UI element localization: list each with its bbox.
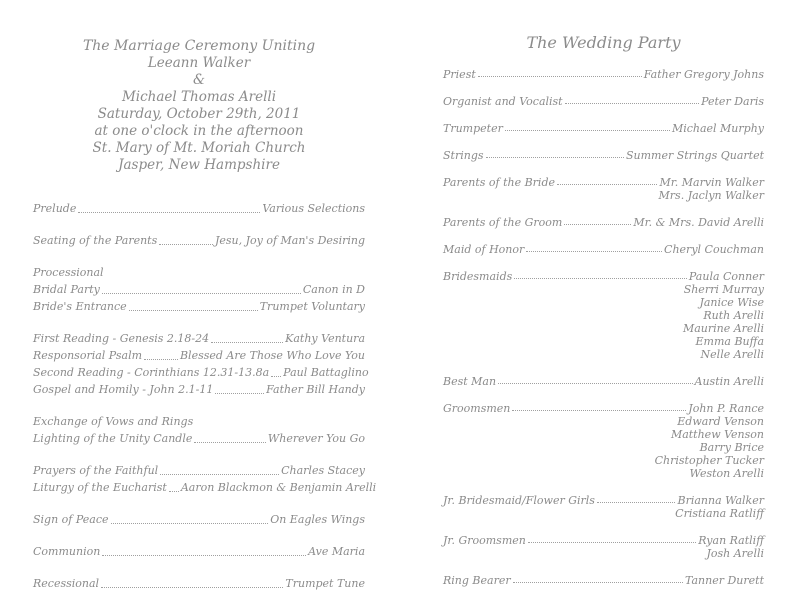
dotted-leader — [514, 278, 687, 279]
dotted-leader — [102, 293, 301, 294]
program-section — [33, 575, 365, 592]
entry-extra-name: Emma Buffa — [695, 335, 764, 348]
entry-label: Bridal Party — [33, 283, 100, 296]
program-entry — [443, 68, 764, 81]
program-section — [33, 200, 365, 217]
program-entry — [33, 298, 365, 315]
program-entry — [33, 462, 365, 479]
entry-label: Responsorial Psalm — [33, 349, 143, 362]
entry-value: Canon in D — [302, 283, 365, 296]
entry-label: Second Reading - Corinthians 12.31-13.8a — [33, 366, 270, 379]
program-entry — [33, 543, 365, 560]
program-entry — [33, 511, 365, 528]
program-heading — [33, 413, 365, 430]
title-line: at one o'clock in the afternoon — [94, 123, 304, 139]
dotted-leader — [513, 582, 683, 583]
program-section — [33, 330, 369, 398]
program-entry — [443, 216, 764, 229]
entry-value: Tanner Durett — [685, 574, 764, 587]
dotted-leader — [565, 103, 699, 104]
title-line: Leeann Walker — [147, 55, 251, 71]
entry-value: Ryan Ratliff — [698, 534, 764, 547]
entry-label: Groomsmen — [443, 402, 511, 415]
entry-label: Trumpeter — [443, 122, 503, 135]
entry-value: Paula Conner — [688, 270, 764, 283]
entry-label: Recessional — [33, 577, 100, 590]
program-section — [443, 402, 764, 480]
dotted-leader — [215, 393, 264, 394]
entry-label: Jr. Bridesmaid/Flower Girls — [443, 494, 595, 507]
program-section — [443, 122, 764, 135]
dotted-leader — [78, 212, 260, 213]
dotted-leader — [505, 130, 670, 131]
entry-value: Summer Strings Quartet — [625, 149, 764, 162]
entry-value: Father Bill Handy — [266, 383, 365, 396]
entry-value: Mr. & Mrs. David Arelli — [633, 216, 764, 229]
program-entry — [33, 575, 365, 592]
program-section — [33, 232, 365, 249]
dotted-leader — [144, 359, 178, 360]
dotted-leader — [478, 76, 642, 77]
entry-value: Various Selections — [262, 202, 365, 215]
entry-extra-name: Josh Arelli — [706, 547, 764, 560]
program-entry — [33, 479, 377, 496]
dotted-leader — [211, 342, 283, 343]
entry-label: Seating of the Parents — [33, 234, 158, 247]
dotted-leader — [169, 491, 179, 492]
entry-label: Bride's Entrance — [33, 300, 127, 313]
entry-value: Jesu, Joy of Man's Desiring — [214, 234, 365, 247]
entry-extra-name: Cristiana Ratliff — [675, 507, 764, 520]
dotted-leader — [194, 442, 266, 443]
entry-label: Exchange of Vows and Rings — [33, 415, 194, 428]
program-section — [443, 176, 764, 202]
title-line: St. Mary of Mt. Moriah Church — [92, 140, 306, 156]
program-entry — [33, 381, 365, 398]
program-section — [443, 216, 764, 229]
dotted-leader — [498, 383, 692, 384]
dotted-leader — [526, 251, 662, 252]
program-entry — [443, 149, 764, 162]
dotted-leader — [557, 184, 657, 185]
dotted-leader — [111, 523, 269, 524]
program-section — [443, 574, 764, 587]
entry-extra-name: Matthew Venson — [670, 428, 764, 441]
program-section — [443, 68, 764, 81]
entry-value: Father Gregory Johns — [643, 68, 764, 81]
program-heading — [33, 264, 365, 281]
program-section — [33, 511, 365, 528]
program-entry — [33, 364, 369, 381]
entry-extra-name: Janice Wise — [699, 296, 764, 309]
entry-label: Bridesmaids — [443, 270, 513, 283]
program-entry — [443, 243, 764, 256]
entry-label: Parents of the Groom — [443, 216, 563, 229]
left-page-sections — [33, 200, 377, 592]
program-section — [33, 543, 365, 560]
program-section — [443, 243, 764, 256]
entry-value: John P. Rance — [688, 402, 764, 415]
entry-label: Communion — [33, 545, 101, 558]
program-section — [443, 149, 764, 162]
entry-label: Jr. Groomsmen — [443, 534, 526, 547]
entry-value: Kathy Ventura — [285, 332, 365, 345]
entry-label: Gospel and Homily - John 2.1-11 — [33, 383, 214, 396]
program-entry — [443, 402, 764, 415]
dotted-leader — [597, 502, 676, 503]
entry-label: Sign of Peace — [33, 513, 109, 526]
entry-value: Blessed Are Those Who Love You — [179, 349, 365, 362]
entry-label: Ring Bearer — [443, 574, 511, 587]
entry-value: Austin Arelli — [694, 375, 764, 388]
dotted-leader — [129, 310, 258, 311]
title-line: Michael Thomas Arelli — [121, 89, 277, 105]
entry-value: Aaron Blackmon & Benjamin Arelli — [180, 481, 377, 494]
dotted-leader — [486, 157, 624, 158]
entry-value: Mr. Marvin Walker — [659, 176, 764, 189]
dotted-leader — [271, 376, 281, 377]
entry-extra-name: Barry Brice — [699, 441, 764, 454]
program-section — [33, 264, 365, 315]
entry-extra-name: Ruth Arelli — [703, 309, 764, 322]
program-section — [33, 413, 365, 447]
program-section — [443, 375, 764, 388]
entry-label: Parents of the Bride — [443, 176, 555, 189]
entry-value: Peter Daris — [701, 95, 764, 108]
program-section — [443, 270, 764, 361]
dotted-leader — [159, 244, 213, 245]
entry-value: Wherever You Go — [267, 432, 365, 445]
program-entry — [443, 95, 764, 108]
program-entry — [33, 281, 365, 298]
entry-value: Ave Maria — [308, 545, 365, 558]
entry-value: Brianna Walker — [677, 494, 764, 507]
entry-extra-name: Edward Venson — [677, 415, 764, 428]
program-entry — [443, 375, 764, 388]
program-entry — [443, 270, 764, 283]
program-page-left — [33, 38, 377, 607]
program-page-right — [443, 34, 764, 601]
program-entry — [33, 330, 365, 347]
entry-extra-name: Maurine Arelli — [682, 322, 764, 335]
program-entry — [443, 574, 764, 587]
dotted-leader — [101, 587, 283, 588]
entry-label: Prayers of the Faithful — [33, 464, 159, 477]
entry-label: Prelude — [33, 202, 77, 215]
entry-label: Lighting of the Unity Candle — [33, 432, 193, 445]
program-entry — [443, 176, 764, 189]
right-page-title: The Wedding Party — [526, 33, 681, 52]
title-line: Jasper, New Hampshire — [118, 157, 280, 173]
program-entry — [33, 430, 365, 447]
program-section — [443, 534, 764, 560]
entry-extra-name: Nelle Arelli — [700, 348, 764, 361]
entry-value: Michael Murphy — [671, 122, 764, 135]
entry-value: On Eagles Wings — [270, 513, 365, 526]
entry-label: Strings — [443, 149, 484, 162]
program-entry — [33, 347, 365, 364]
left-page-title — [33, 38, 365, 174]
entry-label: Priest — [443, 68, 476, 81]
title-line: & — [192, 72, 206, 88]
program-entry — [33, 200, 365, 217]
entry-extra-name: Mrs. Jaclyn Walker — [658, 189, 764, 202]
title-line: The Marriage Ceremony Uniting — [82, 38, 316, 54]
program-entry — [33, 232, 365, 249]
entry-value: Paul Battaglino — [283, 366, 369, 379]
entry-label: Organist and Vocalist — [443, 95, 563, 108]
dotted-leader — [160, 474, 279, 475]
program-entry — [443, 122, 764, 135]
dotted-leader — [564, 224, 631, 225]
entry-value: Cheryl Couchman — [664, 243, 764, 256]
entry-value: Charles Stacey — [281, 464, 365, 477]
entry-extra-name: Sherri Murray — [683, 283, 764, 296]
entry-label: First Reading - Genesis 2.18-24 — [33, 332, 210, 345]
program-section — [443, 95, 764, 108]
program-entry — [443, 534, 764, 547]
entry-label: Liturgy of the Eucharist — [33, 481, 167, 494]
entry-value: Trumpet Tune — [285, 577, 365, 590]
program-entry — [443, 494, 764, 507]
entry-label: Maid of Honor — [443, 243, 525, 256]
program-section — [33, 462, 377, 496]
entry-extra-name: Christopher Tucker — [654, 454, 764, 467]
program-section — [443, 494, 764, 520]
title-line: Saturday, October 29th, 2011 — [97, 106, 301, 122]
dotted-leader — [528, 542, 696, 543]
right-page-sections — [443, 68, 764, 587]
entry-extra-name: Weston Arelli — [689, 467, 764, 480]
entry-label: Best Man — [443, 375, 497, 388]
entry-label: Processional — [33, 266, 104, 279]
entry-value: Trumpet Voluntary — [259, 300, 365, 313]
dotted-leader — [102, 555, 306, 556]
dotted-leader — [512, 410, 686, 411]
